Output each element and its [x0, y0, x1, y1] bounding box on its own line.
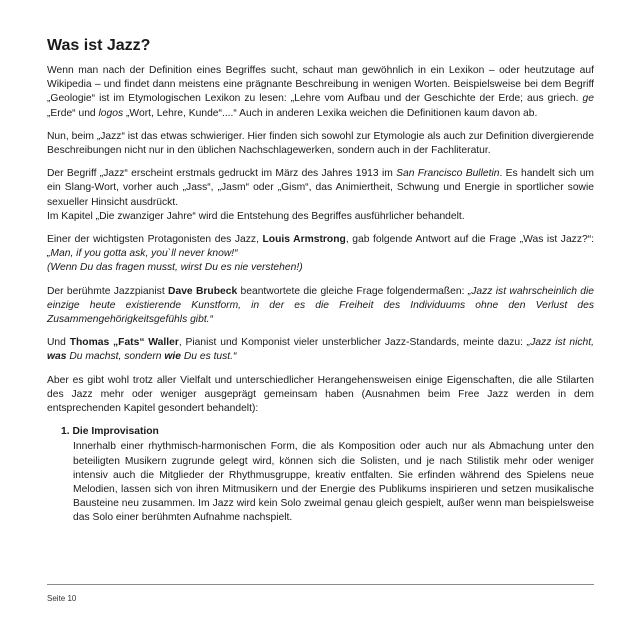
paragraph-text: beantwortete die gleiche Frage folgendermaßen:	[237, 285, 468, 297]
person-name: Thomas „Fats“ Waller	[69, 337, 179, 349]
quote-translation: (Wenn Du das fragen musst, wirst Du es nie verstehen!)	[47, 262, 303, 274]
paragraph-text: Und	[47, 337, 70, 349]
page-number: Seite 10	[47, 594, 77, 603]
paragraph-etymologie: Nun, beim „Jazz“ ist das etwas schwieriger. Hier finden sich sowohl zur Etymologie als auch zur Definition divergierende Beschreibungen nicht nur in den üblichen Nachschlagewerken, sondern auch in der Fachliteratur.	[47, 130, 594, 157]
paragraph-lexikon	[47, 64, 594, 121]
list-item-title: 1. Die Improvisation	[61, 426, 159, 438]
paragraph-text: Wenn man nach der Definition eines Begriffes sucht, schaut man gewöhnlich in ein Lexikon – oder heutzutage auf Wikipedia – und findet dann meistens eine prägnante Beschreibung in wenigen Worten. Beispielsweise bei dem Begriff „Geologie“ ist im Etymologischen Lexikon zu lesen: „Lehre vom Aufbau und der Geschichte der Erde; aus griech.	[47, 65, 594, 105]
list-item-body: Innerhalb einer rhythmisch-harmonischen Form, die als Komposition oder auch nur als Abmachung unter den beteiligten Musikern zugrunde gelegt wird, können sich die Solisten, und je nach Stilistik mehr oder weniger intensiv auch die Mitglieder der Rhythmusgruppe, kreativ entfalten. Sie erfinden während des Spielens neue Melodien, lassen sich von ihren Mitmusikern und der Energie des Publikums inspirieren und setzen musikalische Bausteine neu zusammen. Im Jazz wird kein Solo zweimal genau gleich gespielt, außer wenn man beispielsweise das Solo einer berühmten Aufnahme nachspielt.	[73, 441, 594, 524]
paragraph-text: Im Kapitel „Die zwanziger Jahre“ wird die Entstehung des Begriffes ausführlicher behandelt.	[47, 210, 465, 222]
paragraph-brubeck	[47, 285, 594, 328]
quote-text: „Man, if you gotta ask, you`ll never know!“	[47, 248, 238, 260]
greek-term-logos: logos	[98, 107, 124, 119]
quote-text: „Jazz ist wahrscheinlich die einzige heute existierende Kunstform, in der es die Freiheit des Individuums ohne den Verlust des Zusammengehörigkeitsgefühls gibt.“	[47, 285, 594, 326]
greek-term-ge: ge	[582, 93, 594, 105]
page-content	[47, 36, 594, 526]
quote-emphasis: was	[47, 351, 67, 363]
paragraph-text: , gab folgende Antwort auf die Frage „Was ist Jazz?“:	[345, 234, 594, 246]
footer-divider	[47, 584, 594, 585]
quote-part: Du es tust.“	[180, 351, 237, 363]
paragraph-eigenschaften: Aber es gibt wohl trotz aller Vielfalt und unterschiedlicher Herangehensweisen einige Eigenschaften, die alle Stilarten des Jazz mehr oder weniger ausgeprägt gemeinsam haben (Ausnahmen beim Free Jazz werden in dem entsprechenden Kapitel gesondert behandelt):	[47, 374, 594, 415]
paragraph-text: „Erde“ und	[47, 107, 99, 119]
paragraph-armstrong	[47, 233, 594, 276]
paragraph-waller	[47, 336, 594, 364]
paragraph-text: . Es handelt sich um ein Slang-Wort, vorher auch „Jass“, „Jasm“ oder „Gism“, das Animiertheit, Schwung und Energie in sportlicher sowie sexueller Hinsicht ausdrückt.	[47, 168, 595, 208]
page-title: Was ist Jazz?	[47, 37, 151, 54]
paragraph-begriff	[47, 167, 594, 224]
paragraph-text: Der Begriff „Jazz“ erscheint erstmals gedruckt im März des Jahres 1913 im	[47, 168, 397, 180]
paragraph-text: Der berühmte Jazzpianist	[47, 285, 169, 297]
quote-emphasis: wie	[164, 351, 181, 363]
paragraph-text: Einer der wichtigsten Protagonisten des Jazz,	[47, 234, 263, 246]
quote-part: „Jazz ist nicht,	[526, 337, 594, 349]
newspaper-name: San Francisco Bulletin	[396, 168, 500, 180]
person-name: Dave Brubeck	[168, 285, 238, 297]
paragraph-text: , Pianist und Komponist vieler unsterblicher Jazz-Standards, meinte dazu:	[178, 337, 527, 349]
paragraph-text: „Wort, Lehre, Kunde“....“ Auch in anderen Lexika weichen die Definitionen kaum davon ab.	[123, 107, 538, 119]
person-name: Louis Armstrong	[262, 234, 346, 246]
quote-part: Du machst, sondern	[66, 351, 165, 363]
